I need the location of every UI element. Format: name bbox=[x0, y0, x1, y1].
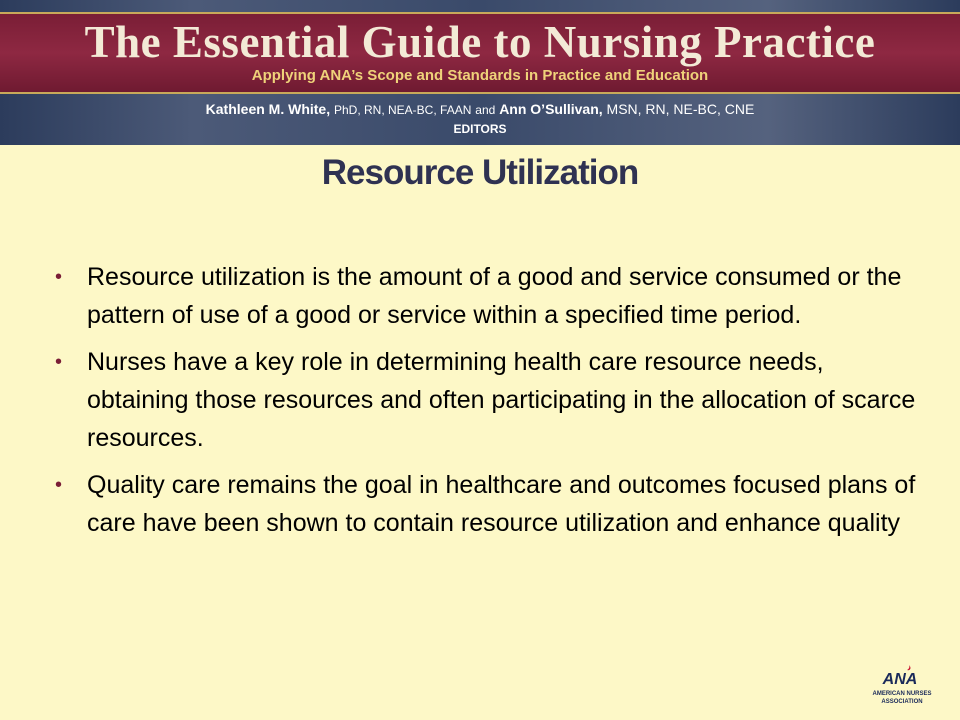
ana-logo bbox=[862, 664, 942, 710]
bullet-list bbox=[55, 258, 925, 551]
editor2-credentials: MSN, RN, NE-BC, CNE bbox=[606, 101, 755, 117]
editor2-name: Ann O’Sullivan, bbox=[499, 101, 603, 117]
ana-logo-mark-icon bbox=[876, 664, 924, 688]
bullet-item bbox=[55, 466, 925, 542]
ana-logo-line1: AMERICAN NURSES bbox=[872, 691, 932, 697]
editor1-name: Kathleen M. White, bbox=[205, 101, 331, 117]
bullet-dot-icon: • bbox=[55, 266, 63, 288]
bullet-text: Quality care remains the goal in healthcare and outcomes focused plans of care have been shown to contain resource utilization and enhance quality bbox=[87, 471, 916, 537]
bullet-text: Resource utilization is the amount of a good and service consumed or the pattern of use of a good or service within a specified time period. bbox=[87, 263, 902, 329]
editor1-credentials: PhD, RN, NEA-BC, FAAN bbox=[334, 103, 472, 117]
editors-label: EDITORS bbox=[453, 122, 507, 136]
ana-logo-text bbox=[862, 690, 942, 706]
bullet-item bbox=[55, 258, 925, 334]
editors-and: and bbox=[475, 103, 496, 117]
bullet-text: Nurses have a key role in determining health care resource needs, obtaining those resources and often participating in the allocation of scarce resources. bbox=[87, 348, 916, 452]
book-cover-banner bbox=[0, 0, 960, 145]
book-subtitle: Applying ANA’s Scope and Standards in Practice and Education bbox=[251, 67, 709, 84]
ana-logo-mark-text: ANA bbox=[882, 671, 918, 688]
bullet-item bbox=[55, 343, 925, 457]
editors-line bbox=[0, 101, 960, 117]
bullet-dot-icon: • bbox=[55, 474, 63, 496]
slide-title: Resource Utilization bbox=[321, 153, 639, 192]
bullet-dot-icon: • bbox=[55, 351, 63, 373]
ana-logo-line2: ASSOCIATION bbox=[881, 699, 923, 705]
book-title: The Essential Guide to Nursing Practice bbox=[84, 17, 876, 67]
